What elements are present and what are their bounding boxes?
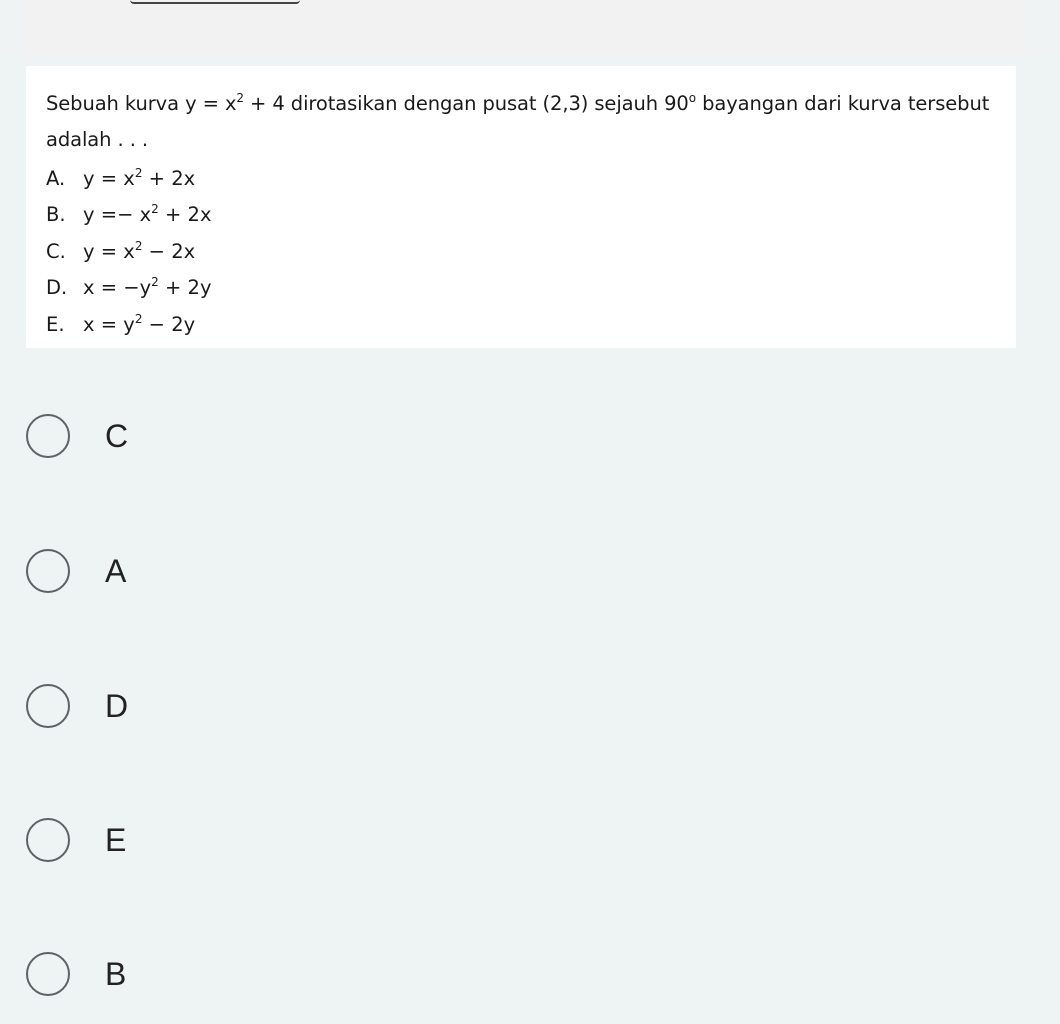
radio-button[interactable] (26, 549, 70, 593)
stem-prefix: Sebuah kurva y = x (46, 92, 237, 115)
expr-rest: + 2x (158, 203, 212, 227)
option-letter: A. (46, 166, 66, 190)
expr-exponent: 2 (151, 275, 159, 290)
stem-exponent: 2 (236, 91, 244, 105)
option-letter: C. (46, 239, 66, 263)
choice-e[interactable] (26, 810, 126, 870)
option-letter: B. (46, 203, 66, 227)
answer-option-list (46, 160, 996, 343)
choice-label: A (105, 552, 127, 589)
radio-button[interactable] (26, 818, 70, 862)
option-e (46, 306, 996, 343)
stem-degree-symbol: o (688, 91, 696, 105)
expr-base: y = x (83, 239, 135, 263)
expr-base: y =− x (83, 203, 152, 227)
option-letter: E. (46, 312, 65, 336)
cropped-formula-stroke (130, 0, 300, 4)
option-letter: D. (46, 276, 68, 300)
expr-rest: − 2x (142, 239, 196, 263)
option-expression (83, 167, 195, 190)
expr-base: x = −y (83, 276, 152, 300)
choice-label: B (105, 955, 127, 992)
expr-rest: + 2x (142, 166, 196, 190)
option-b (46, 197, 996, 234)
option-a (46, 160, 996, 197)
choice-label: C (105, 417, 129, 454)
option-expression (83, 276, 211, 299)
expr-base: x = y (83, 312, 135, 336)
expr-exponent: 2 (151, 202, 159, 217)
expr-base: y = x (83, 166, 135, 190)
option-d (46, 270, 996, 307)
radio-button[interactable] (26, 414, 70, 458)
expr-rest: + 2y (158, 276, 212, 300)
option-c (46, 233, 996, 270)
expr-exponent: 2 (134, 311, 143, 326)
question-card (26, 66, 1016, 348)
radio-button[interactable] (26, 684, 70, 728)
choice-b[interactable] (26, 944, 126, 1004)
expr-rest: − 2y (142, 312, 196, 336)
stem-suffix: bayangan dari kurva tersebut adalah . . . (46, 92, 990, 151)
option-expression (83, 240, 195, 263)
expr-exponent: 2 (134, 165, 143, 180)
previous-question-panel (22, 0, 1024, 58)
radio-button[interactable] (26, 952, 70, 996)
option-expression (83, 203, 211, 226)
stem-middle: + 4 dirotasikan dengan pusat (2,3) sejauh 90 (243, 92, 689, 115)
choice-label: E (105, 821, 127, 858)
option-expression (83, 313, 195, 336)
question-stem (46, 86, 996, 158)
choice-d[interactable] (26, 676, 128, 736)
choice-label: D (105, 687, 129, 724)
previous-question-area (0, 0, 1060, 58)
choice-a[interactable] (26, 541, 126, 601)
choice-c[interactable] (26, 406, 128, 466)
expr-exponent: 2 (134, 238, 143, 253)
